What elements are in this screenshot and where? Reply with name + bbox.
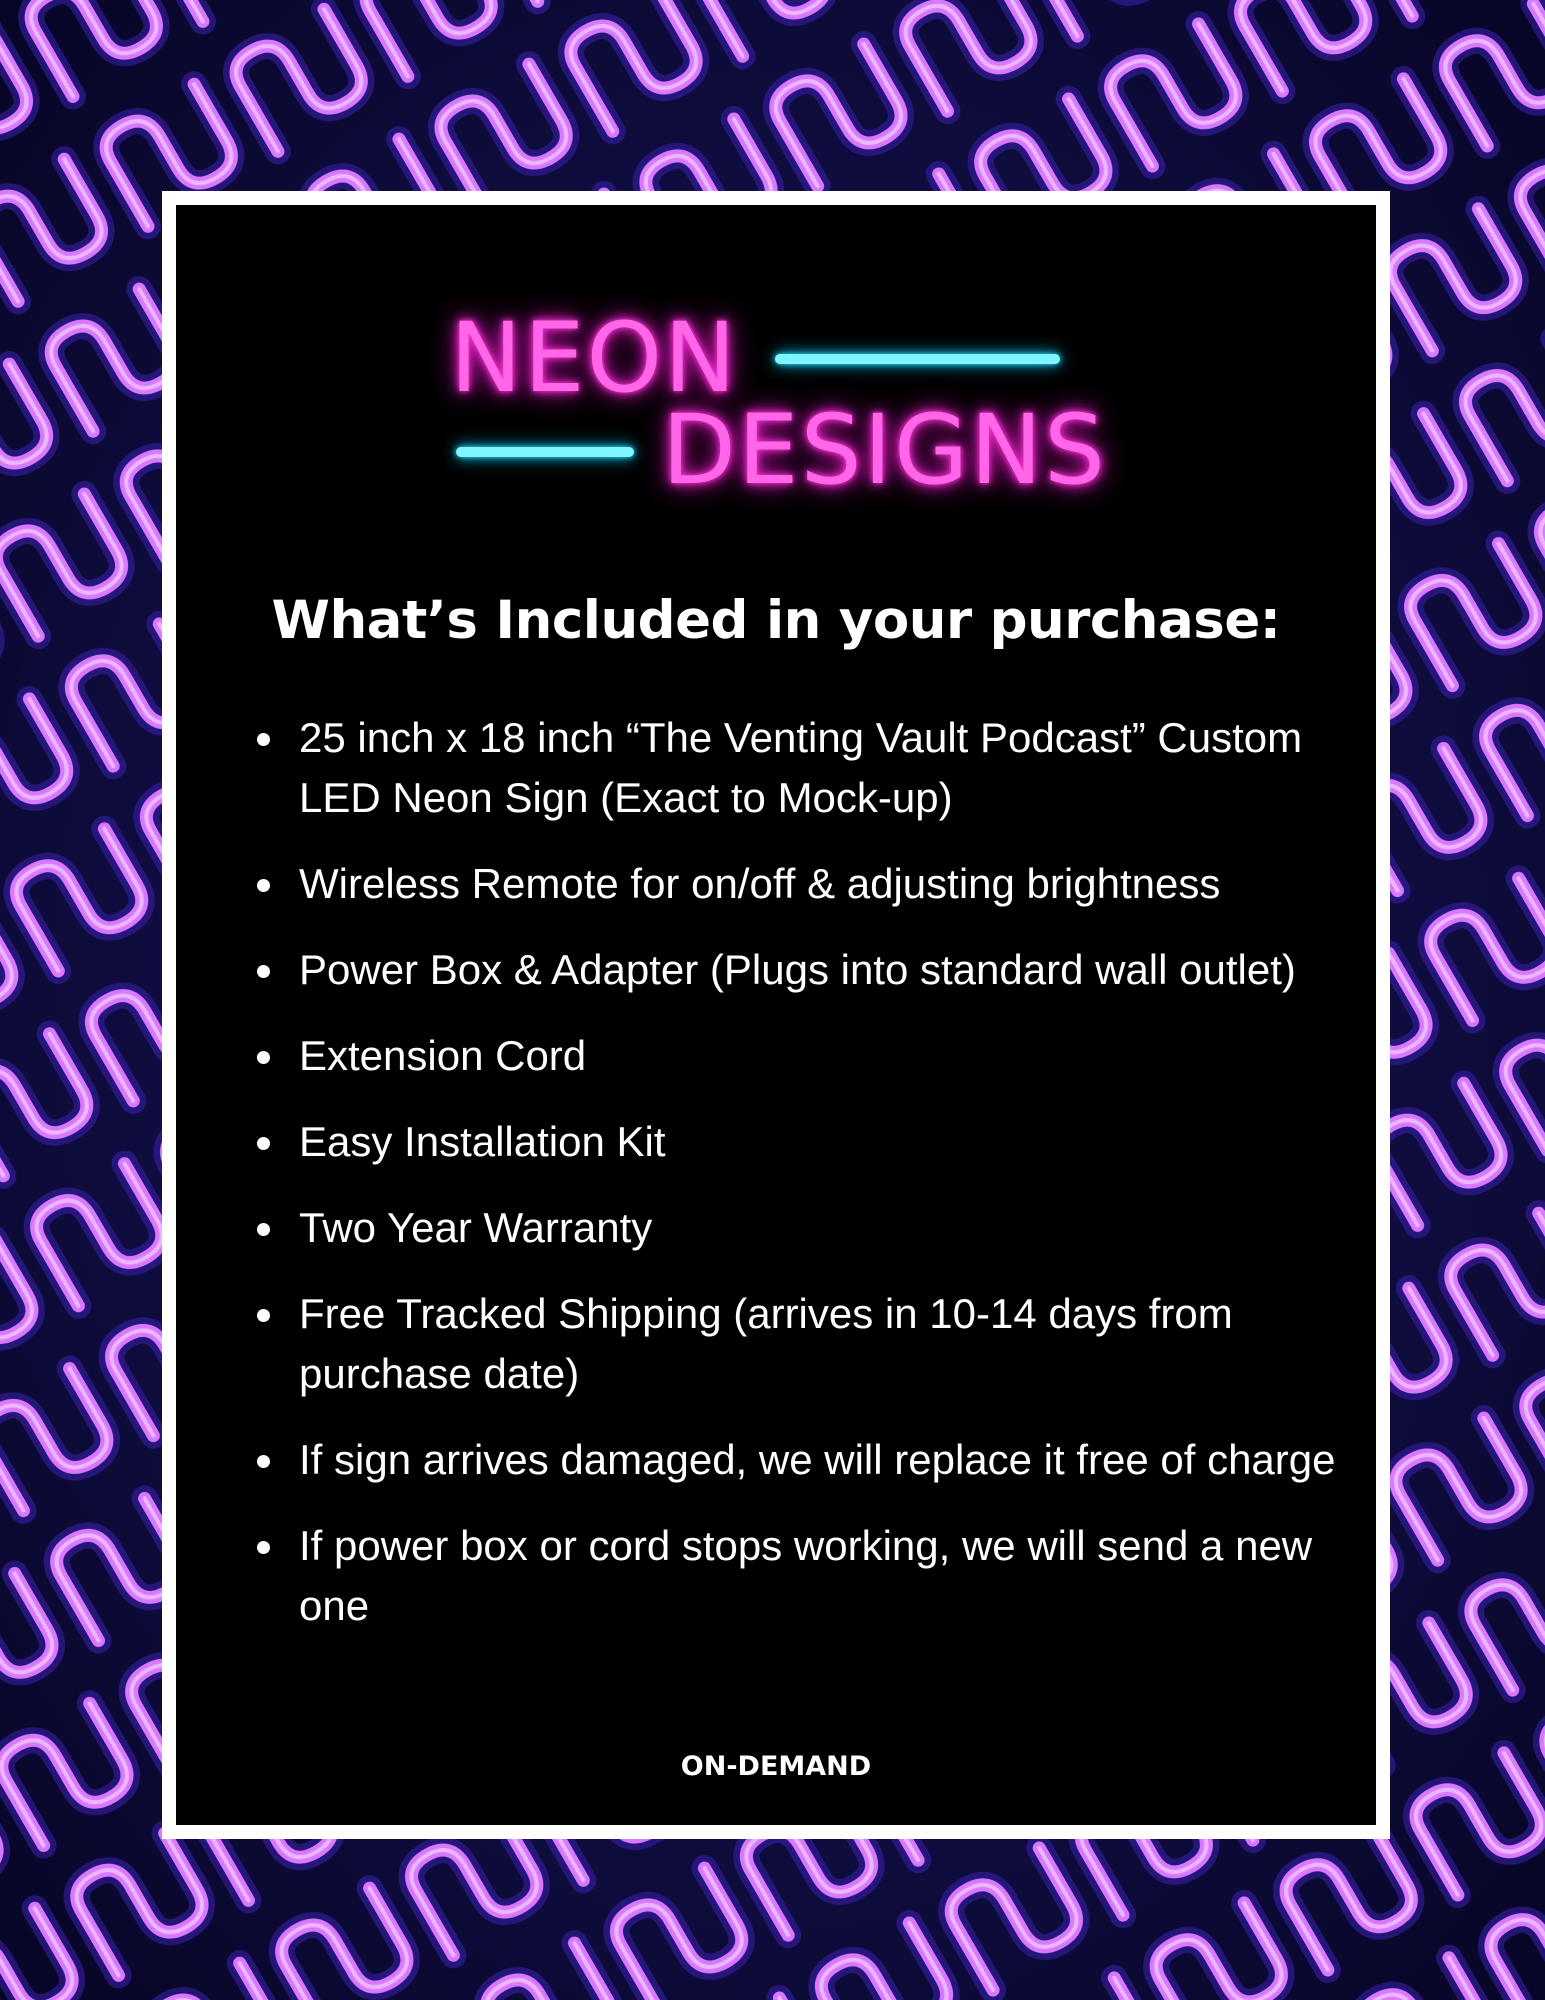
page-heading: What’s Included in your purchase: <box>271 590 1281 651</box>
logo-neon-bar-bottom <box>456 447 634 457</box>
included-items-list <box>255 708 1365 1662</box>
logo-word-neon: NEON <box>450 302 738 414</box>
list-item <box>255 940 1365 1000</box>
footer-brand-text: ON-DEMAND <box>680 1751 872 1782</box>
list-item <box>255 1284 1365 1404</box>
bullet-dot <box>257 1455 270 1468</box>
bullet-dot <box>257 1137 270 1150</box>
bullet-dot <box>257 1223 270 1236</box>
list-item <box>255 1430 1365 1490</box>
bullet-dot <box>257 733 270 746</box>
list-item-text: Extension Cord <box>299 1032 587 1079</box>
bullet-dot <box>257 1541 270 1554</box>
list-item <box>255 1026 1365 1086</box>
bullet-dot <box>257 879 270 892</box>
list-item <box>255 708 1365 828</box>
list-item <box>255 854 1365 914</box>
list-item <box>255 1112 1365 1172</box>
list-item-text: Two Year Warranty <box>299 1204 653 1251</box>
list-item-text: Free Tracked Shipping (arrives in 10-14 days from purchase date) <box>299 1290 1233 1397</box>
bullet-dot <box>257 1309 270 1322</box>
list-item-text: Wireless Remote for on/off & adjusting brightness <box>299 860 1221 907</box>
bullet-dot <box>257 965 270 978</box>
list-item-text: If power box or cord stops working, we will send a new one <box>299 1522 1313 1629</box>
list-item <box>255 1516 1365 1636</box>
list-item-text: If sign arrives damaged, we will replace it free of charge <box>299 1436 1336 1483</box>
bullet-dot <box>257 1051 270 1064</box>
list-item-text: 25 inch x 18 inch “The Venting Vault Podcast” Custom LED Neon Sign (Exact to Mock-up) <box>299 714 1303 821</box>
logo-neon-bar-top <box>775 354 1060 364</box>
logo-word-designs: DESIGNS <box>662 394 1107 506</box>
list-item-text: Easy Installation Kit <box>299 1118 666 1165</box>
list-item-text: Power Box & Adapter (Plugs into standard wall outlet) <box>299 946 1296 993</box>
neon-designs-logo <box>440 290 1107 520</box>
list-item <box>255 1198 1365 1258</box>
